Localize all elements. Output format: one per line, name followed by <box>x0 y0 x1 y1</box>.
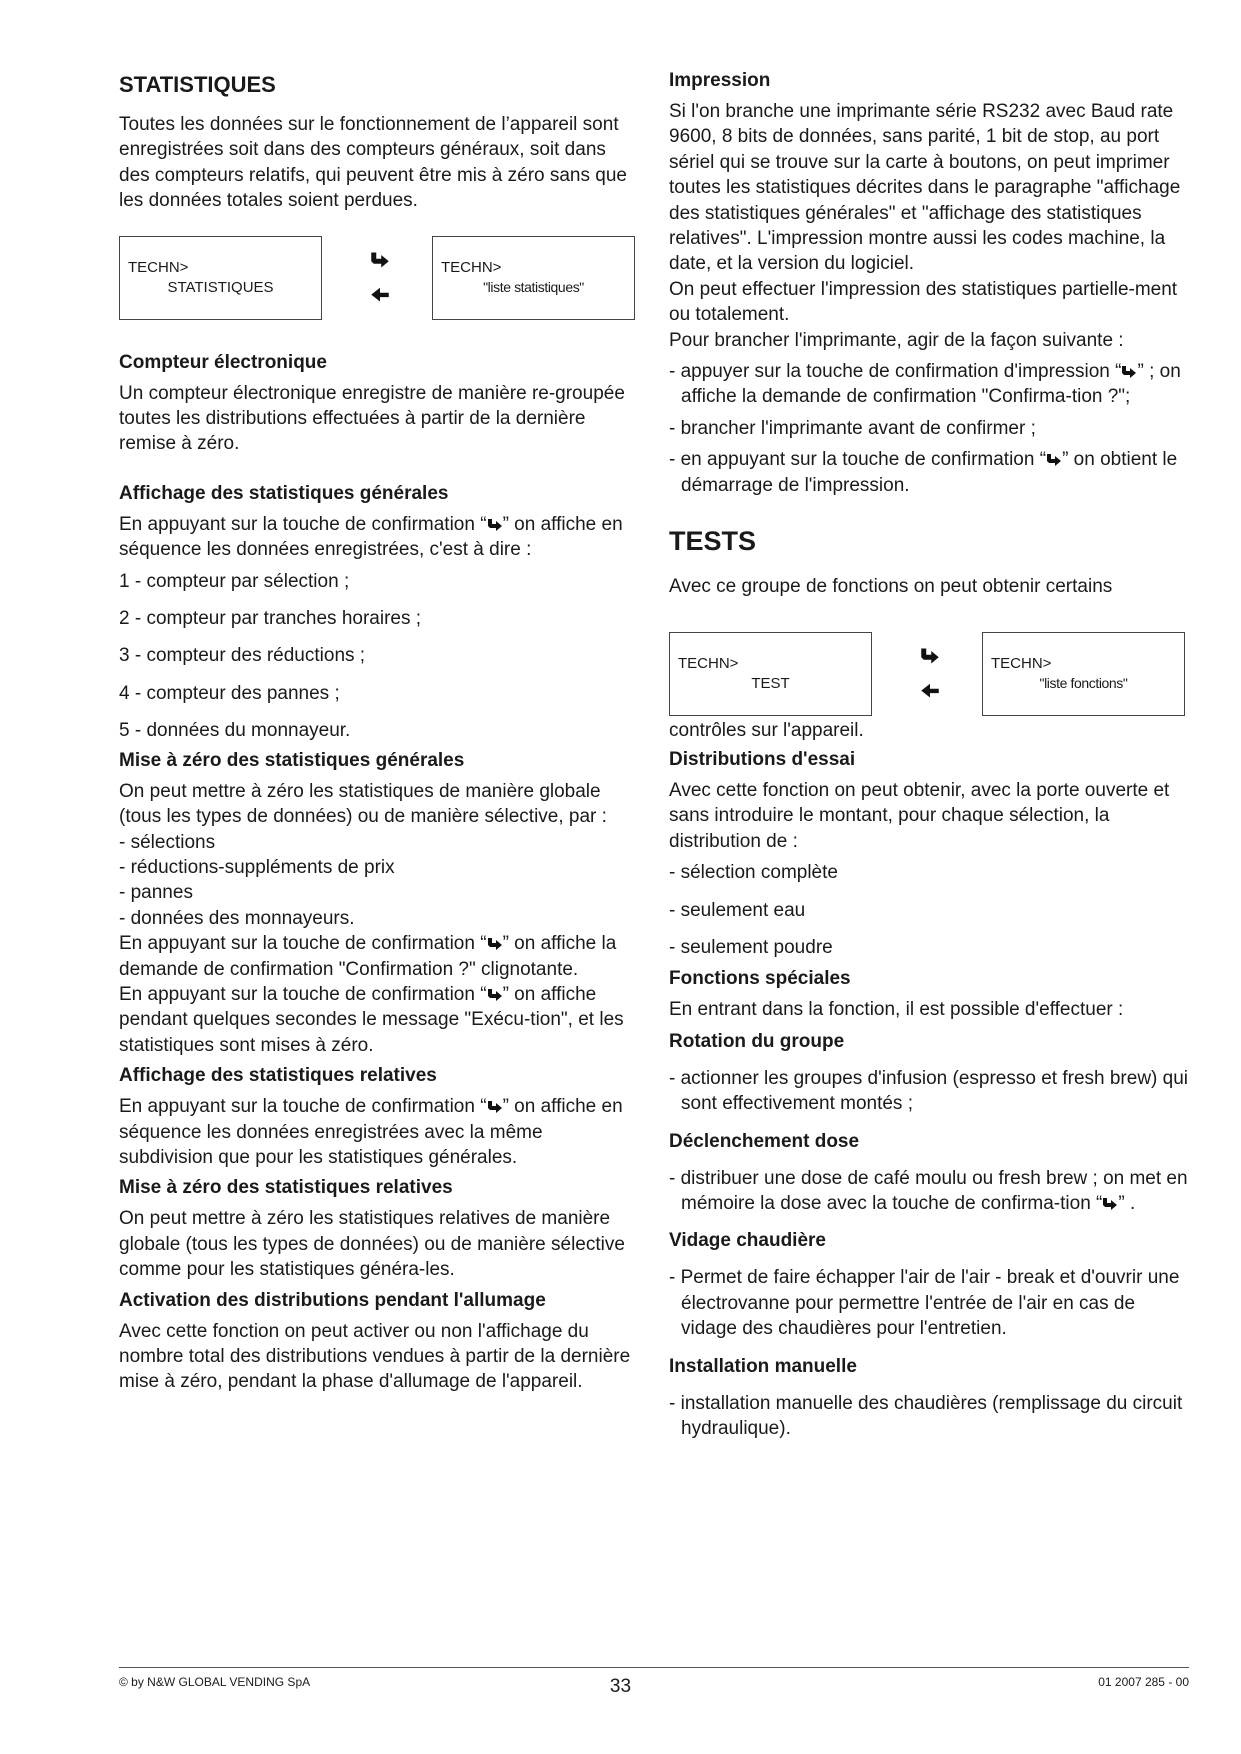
subtitle-vidage: Vidage chaudière <box>669 1230 826 1252</box>
affichage-relatives-text: En appuyant sur la touche de confirmation “ ” on affiche en séquence les données enregistrées avec la même subdivision que pour les statistiques générales. <box>119 1096 623 1168</box>
list-item: 1 - compteur par sélection ; <box>119 570 350 592</box>
footer-doc-code: 01 2007 285 - 00 <box>1098 1675 1189 1689</box>
display-line-2: STATISTIQUES <box>167 278 274 296</box>
subtitle-affichage-relatives: Affichage des statistiques relatives <box>119 1065 437 1087</box>
list-item: 4 - compteur des pannes ; <box>119 682 340 704</box>
confirm-key-icon <box>487 937 503 951</box>
distributions-essai-text: Avec cette fonction on peut obtenir, avec la porte ouverte et sans introduire le montant, pour chaque sélection, la distribution de : <box>669 779 1170 852</box>
section-title-tests: TESTS <box>669 526 757 557</box>
activation-text: Avec cette fonction on peut activer ou non l'affichage du nombre total des distributions vendues à partir de la dernière mise à zéro, pendant la phase d'allumage de l'appareil. <box>119 1320 631 1393</box>
list-item: 2 - compteur par tranches horaires ; <box>119 608 422 630</box>
section-title-statistiques: STATISTIQUES <box>119 72 276 97</box>
list-item: - en appuyant sur la touche de confirmation “ ” on obtient le démarrage de l'impression. <box>669 449 1178 496</box>
confirm-key-icon <box>487 1100 503 1114</box>
tests-intro-continued: contrôles sur l'appareil. <box>669 719 864 741</box>
list-item: - brancher l'imprimante avant de confirmer ; <box>669 417 1036 439</box>
subtitle-fonctions-speciales: Fonctions spéciales <box>669 968 851 990</box>
menu-diagram-statistiques <box>119 236 639 322</box>
subtitle-declenchement: Déclenchement dose <box>669 1130 860 1152</box>
confirm-arrow-icon <box>370 250 390 270</box>
mise-a-zero-relatives-text: On peut mettre à zéro les statistiques relatives de manière globale (tous les types de données) ou de manière sélective comme pour les statistiques généra-les. <box>119 1208 625 1281</box>
display-box-right <box>432 236 635 320</box>
list-item: - appuyer sur la touche de confirmation d'impression “ ” ; on affiche la demande de confirmation "Confirma-tion ?"; <box>669 361 1181 408</box>
navigation-arrows <box>370 250 394 310</box>
display-line-2: TEST <box>751 674 790 692</box>
list-item: - seulement poudre <box>669 936 833 958</box>
subtitle-distributions-essai: Distributions d'essai <box>669 748 856 770</box>
list-item: - données des monnayeurs. <box>119 907 355 929</box>
installation-text: - installation manuelle des chaudières (remplissage du circuit hydraulique). <box>669 1392 1183 1439</box>
fonctions-speciales-text: En entrant dans la fonction, il est possible d'effectuer : <box>669 999 1124 1021</box>
confirm-arrow-icon <box>920 646 940 666</box>
display-line-1: TECHN> <box>678 654 739 672</box>
confirm-key-icon <box>1121 365 1137 379</box>
list-item: - sélection complète <box>669 862 838 884</box>
subtitle-mise-a-zero-generales: Mise à zéro des statistiques générales <box>119 749 465 771</box>
compteur-text: Un compteur électronique enregistre de manière re-groupée toutes les distributions effectuées à partir de la dernière remise à zéro. <box>119 382 625 455</box>
page-number: 33 <box>609 1676 632 1697</box>
subtitle-installation: Installation manuelle <box>669 1355 857 1377</box>
subtitle-impression: Impression <box>669 70 771 91</box>
left-column <box>119 62 639 1395</box>
right-column <box>669 62 1189 1441</box>
list-item: 5 - données du monnayeur. <box>119 720 351 742</box>
display-box-left <box>669 632 872 716</box>
footer-divider <box>119 1667 1189 1668</box>
confirm-key-icon <box>487 518 503 532</box>
subtitle-rotation: Rotation du groupe <box>669 1030 845 1052</box>
display-line-1: TECHN> <box>128 258 189 276</box>
list-item: 3 - compteur des réductions ; <box>119 645 366 667</box>
subtitle-compteur: Compteur électronique <box>119 351 327 373</box>
display-box-left <box>119 236 322 320</box>
impression-text-2: On peut effectuer l'impression des statistiques partielle-ment ou totalement. <box>669 278 1178 326</box>
vidage-text: - Permet de faire échapper l'air de l'air - break et d'ouvrir une électrovanne pour permettre l'entrée de l'air en cas de vidage des chaudières pour l'entretien. <box>669 1267 1180 1340</box>
declenchement-text: - distribuer une dose de café moulu ou fresh brew ; on met en mémoire la dose avec la touche de confirma-tion “ ” . <box>669 1167 1188 1214</box>
display-line-2: "liste fonctions" <box>1039 674 1128 691</box>
back-arrow-icon <box>370 284 390 304</box>
tests-intro: Avec ce groupe de fonctions on peut obtenir certains <box>669 576 1113 598</box>
list-item: - sélections <box>119 831 216 853</box>
subtitle-activation: Activation des distributions pendant l'allumage <box>119 1289 546 1311</box>
confirm-key-icon <box>1102 1197 1118 1211</box>
list-item: - réductions-suppléments de prix <box>119 856 395 878</box>
intro-paragraph: Toutes les données sur le fonctionnement de l’appareil sont enregistrées soit dans des compteurs généraux, soit dans des compteurs relatifs, qui peuvent être mis à zéro sans que les données totales soient perdues. <box>119 114 627 212</box>
display-line-2: "liste statistiques" <box>483 278 584 295</box>
menu-diagram-tests <box>669 632 1189 718</box>
confirm-key-icon <box>487 988 503 1002</box>
display-line-1: TECHN> <box>991 654 1052 672</box>
list-item: - seulement eau <box>669 899 806 921</box>
rotation-text: - actionner les groupes d'infusion (espresso et fresh brew) qui sont effectivement montés ; <box>669 1067 1189 1115</box>
affichage-generales-text: En appuyant sur la touche de confirmation “ ” on affiche en séquence les données enregistrées, c'est à dire : <box>119 513 623 561</box>
impression-text-3: Pour brancher l'imprimante, agir de la façon suivante : <box>669 329 1124 351</box>
display-box-right <box>982 632 1185 716</box>
subtitle-affichage-generales: Affichage des statistiques générales <box>119 482 449 504</box>
confirm-key-icon <box>1046 453 1062 467</box>
confirmation-text: En appuyant sur la touche de confirmation “ ” on affiche la demande de confirmation "Confirmation ?" clignotante. <box>119 933 617 980</box>
back-arrow-icon <box>920 680 940 700</box>
footer-copyright: © by N&W GLOBAL VENDING SpA <box>119 1675 311 1689</box>
subtitle-mise-a-zero-relatives: Mise à zéro des statistiques relatives <box>119 1177 453 1199</box>
display-line-1: TECHN> <box>441 258 502 276</box>
navigation-arrows <box>920 646 944 706</box>
impression-text: Si l'on branche une imprimante série RS232 avec Baud rate 9600, 8 bits de données, sans parité, 1 bit de stop, au port sériel qui se trouve sur la carte à boutons, on peut imprimer toutes les statistiques décrites dans le paragraphe "affichage des statistiques générales" et "affichage des statistiques relatives". L'impression montre aussi les codes machine, la date, et la version du logiciel. <box>669 101 1181 275</box>
mise-a-zero-text: On peut mettre à zéro les statistiques de manière globale (tous les types de données) ou de manière sélective, par : <box>119 780 607 828</box>
list-item: - pannes <box>119 882 193 904</box>
execution-text: En appuyant sur la touche de confirmation “ ” on affiche pendant quelques secondes le message "Exécu-tion", et les statistiques sont mises à zéro. <box>119 983 624 1056</box>
